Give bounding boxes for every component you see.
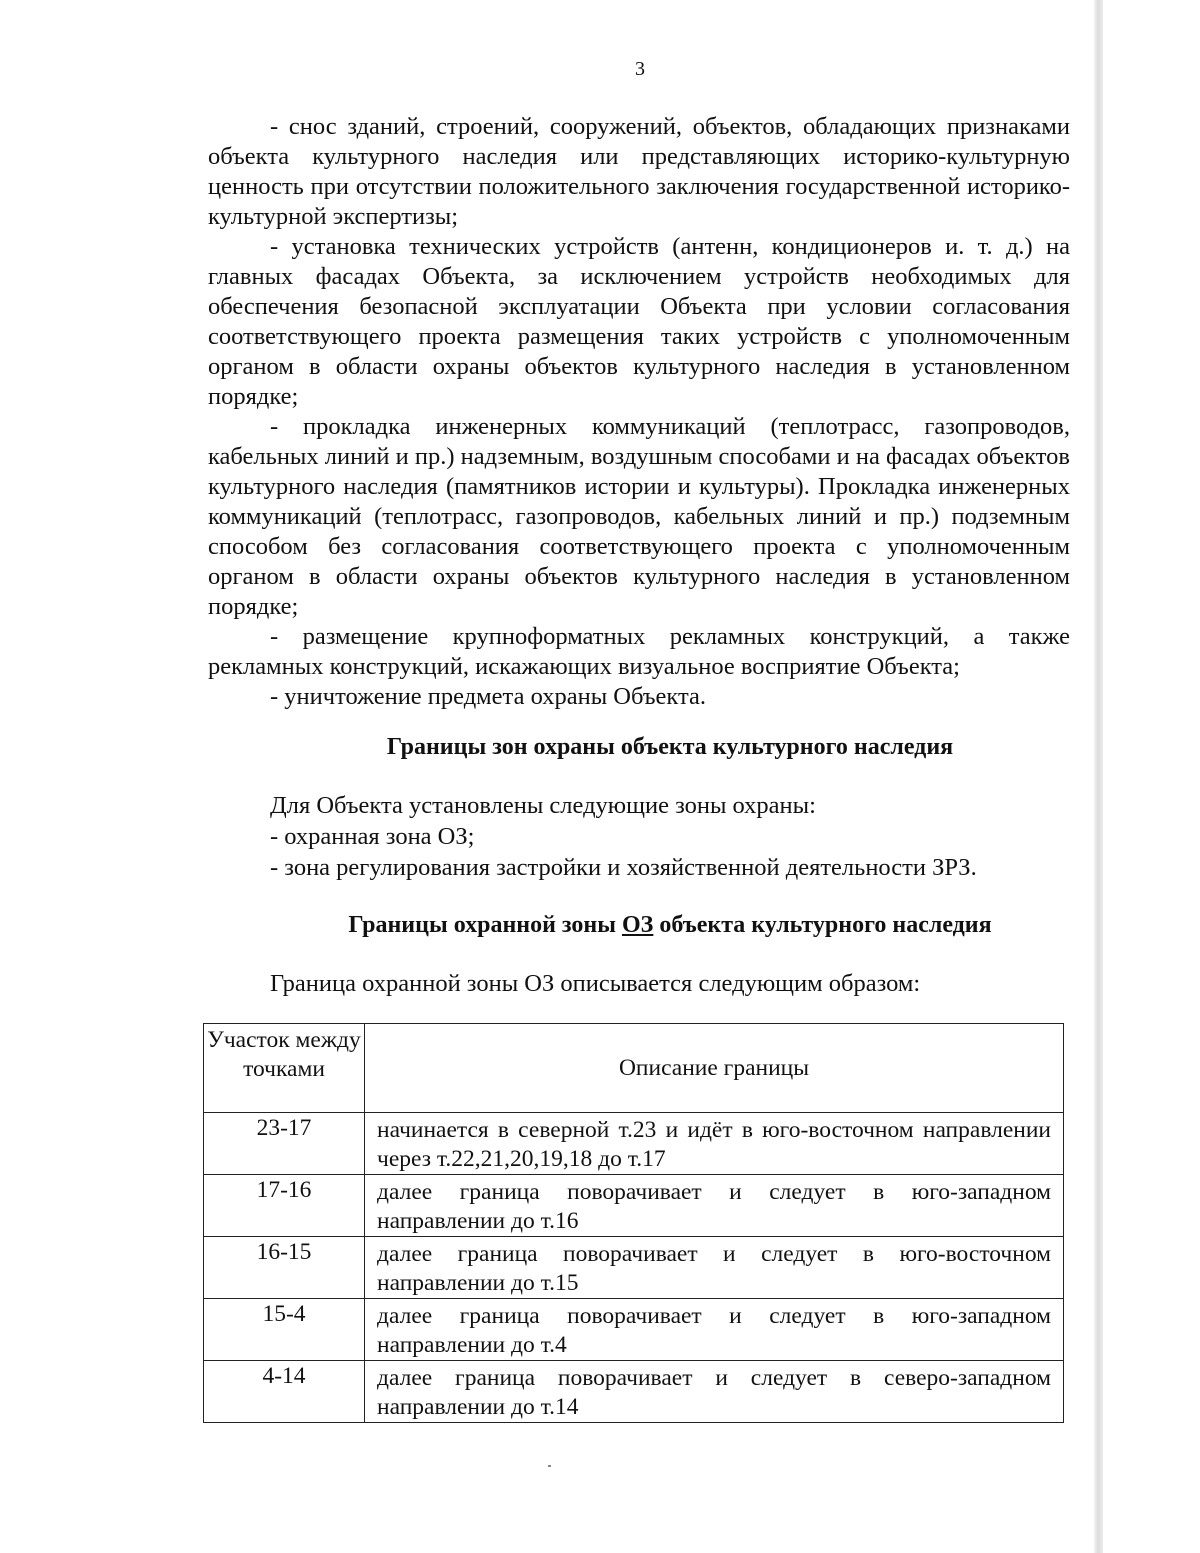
section-title-oz-part2: объекта культурного наследия bbox=[653, 912, 992, 938]
paragraph-devices: - установка технических устройств (антенн, кондиционеров и. т. д.) на главных фасадах Объекта, за исключением устройств необходимых для обеспечения безопасной эксплуатации Объекта при условии согласования соответствующего проекта размещения таких устройств с уполномоченным органом в области охраны объектов культурного наследия в установленном порядке; bbox=[208, 233, 1070, 410]
header-description: Описание границы bbox=[365, 1024, 1064, 1113]
scan-speck bbox=[548, 1465, 551, 1467]
table-row bbox=[204, 1361, 1064, 1423]
description-cell: далее граница поворачивает и следует в юго-западном направлении до т.16 bbox=[365, 1175, 1064, 1237]
segment-cell: 4-14 bbox=[204, 1361, 365, 1423]
description-cell: далее граница поворачивает и следует в северо-западном направлении до т.14 bbox=[365, 1361, 1064, 1423]
paragraph-advertising: - размещение крупноформатных рекламных конструкций, а также рекламных конструкций, искажающих визуальное восприятие Объекта; bbox=[208, 623, 1070, 680]
segment-cell: 23-17 bbox=[204, 1113, 365, 1175]
paragraph-destruction: - уничтожение предмета охраны Объекта. bbox=[270, 683, 706, 710]
section-title-oz bbox=[240, 912, 1100, 939]
boundary-intro: Граница охранной зоны ОЗ описывается следующим образом: bbox=[270, 970, 921, 997]
header-segment: Участок между точками bbox=[204, 1024, 365, 1113]
page-number: 3 bbox=[635, 58, 645, 80]
restrictions-text bbox=[208, 112, 1070, 712]
table-row bbox=[204, 1237, 1064, 1299]
description-cell: начинается в северной т.23 и идёт в юго-восточном направлении через т.22,21,20,19,18 до т.17 bbox=[365, 1113, 1064, 1175]
boundary-table bbox=[203, 1023, 1064, 1423]
section-title-oz-part1: Границы охранной зоны bbox=[348, 912, 622, 938]
paragraph-utilities: - прокладка инженерных коммуникаций (теплотрасс, газопроводов, кабельных линий и пр.) надземным, воздушным способами и на фасадах объектов культурного наследия (памятников истории и культуры). Прокладка инженерных коммуникаций (теплотрасс, газопроводов, кабельных линий и пр.) подземным способом без согласования соответствующего проекта с уполномоченным органом в области охраны объектов культурного наследия в установленном порядке; bbox=[208, 413, 1070, 620]
table-header-row bbox=[204, 1024, 1064, 1113]
table-row bbox=[204, 1299, 1064, 1361]
segment-cell: 16-15 bbox=[204, 1237, 365, 1299]
segment-cell: 15-4 bbox=[204, 1299, 365, 1361]
zones-list bbox=[208, 790, 1070, 883]
scan-edge-shadow bbox=[1094, 0, 1103, 1553]
description-cell: далее граница поворачивает и следует в юго-восточном направлении до т.15 bbox=[365, 1237, 1064, 1299]
section-title-zones: Границы зон охраны объекта культурного наследия bbox=[386, 734, 954, 760]
zones-intro: Для Объекта установлены следующие зоны охраны: bbox=[270, 792, 816, 819]
segment-cell: 17-16 bbox=[204, 1175, 365, 1237]
zone-item-oz: - охранная зона ОЗ; bbox=[270, 823, 475, 850]
paragraph-demolition: - снос зданий, строений, сооружений, объектов, обладающих признаками объекта культурного наследия или представляющих историко-культурную ценность при отсутствии положительного заключения государственной историко- культурной экспертизы; bbox=[208, 113, 1070, 230]
zone-item-zrz: - зона регулирования застройки и хозяйственной деятельности ЗРЗ. bbox=[270, 854, 977, 881]
table-row bbox=[204, 1175, 1064, 1237]
table-row bbox=[204, 1113, 1064, 1175]
description-cell: далее граница поворачивает и следует в юго-западном направлении до т.4 bbox=[365, 1299, 1064, 1361]
section-title-oz-underlined: ОЗ bbox=[622, 912, 654, 938]
